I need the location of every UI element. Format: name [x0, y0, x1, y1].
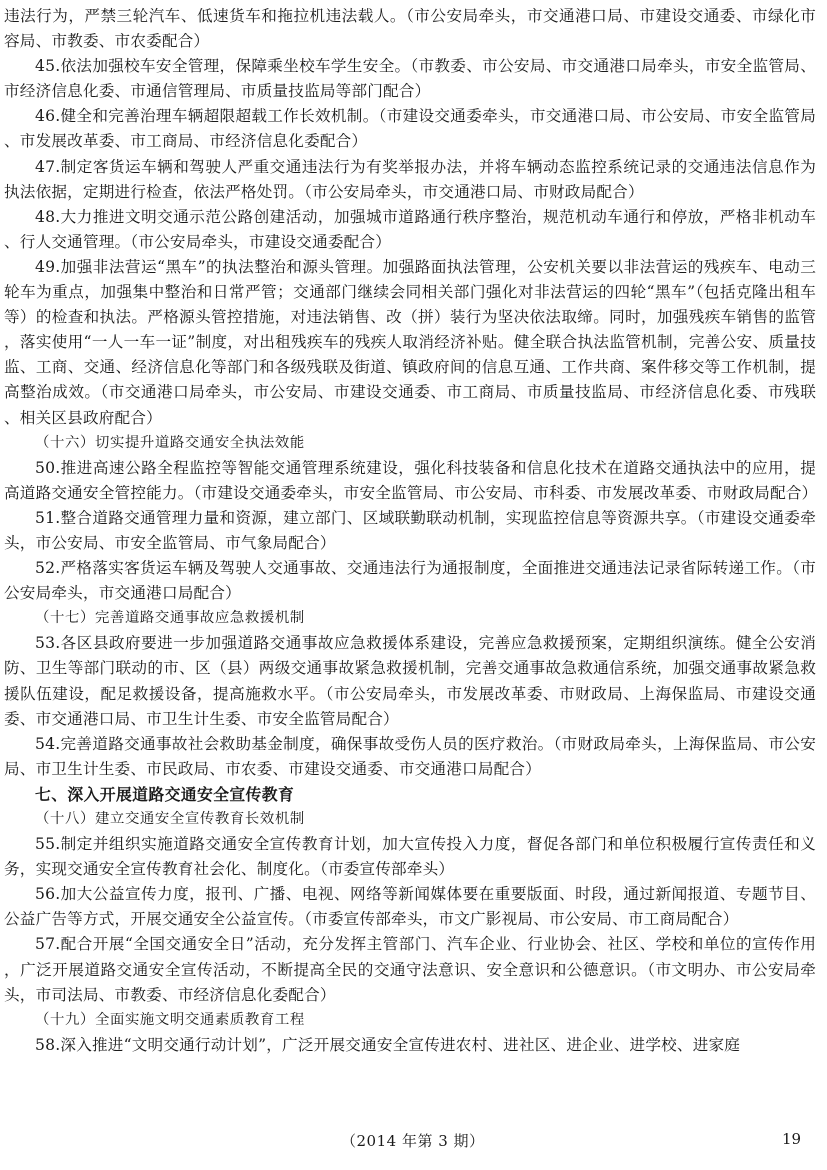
- item-55: 55.制定并组织实施道路交通安全宣传教育计划，加大宣传投入力度，督促各部门和单位积极履行宣传责任和义务，实现交通安全宣传教育社会化、制度化。（市委宣传部牵头）: [4, 835, 816, 879]
- item-49: 49.加强非法营运“黑车”的执法整治和源头管理。加强路面执法管理，公安机关要以非法营运的残疾车、电动三轮车为重点，加强集中整治和日常严管；交通部门继续会同相关部门强化对非法营运的四轮“黑车”（包括克隆出租车等）的检查和执法。严格源头管控措施，对违法销售、改（拼）装行为坚决依法取缔。同时，加强残疾车销售的监管，落实使用“一人一车一证”制度，对出租残疾车的残疾人取消经济补贴。健全联合执法监管机制，完善公安、质量技监、工商、交通、经济信息化等部门和各级残联及街道、镇政府间的信息互通、工作共商、案件移交等工作机制，提高整治成效。（市交通港口局牵头，市公安局、市建设交通委、市工商局、市质量技监局、市经济信息化委、市残联、相关区县政府配合）: [4, 257, 816, 427]
- item-57: 57.配合开展“全国交通安全日”活动，充分发挥主管部门、汽车企业、行业协会、社区、学校和单位的宣传作用，广泛开展道路交通安全宣传活动，不断提高全民的交通守法意识、安全意识和公德意识。（市文明办、市公安局牵头，市司法局、市教委、市经济信息化委配合）: [4, 935, 816, 1004]
- item-48: 48.大力推进文明交通示范公路创建活动，加强城市道路通行秩序整治，规范机动车通行和停放，严格非机动车、行人交通管理。（市公安局牵头，市建设交通委配合）: [4, 207, 816, 251]
- item-54: 54.完善道路交通事故社会救助基金制度，确保事故受伤人员的医疗救治。（市财政局牵头，上海保监局、市公安局、市卫生计生委、市民政局、市农委、市建设交通委、市交通港口局配合）: [4, 734, 816, 778]
- document-body: [4, 4, 816, 1058]
- page-footer: [0, 1130, 827, 1154]
- item-46: 46.健全和完善治理车辆超限超载工作长效机制。（市建设交通委牵头，市交通港口局、市公安局、市安全监管局、市发展改革委、市工商局、市经济信息化委配合）: [4, 107, 816, 151]
- section-heading-7: 七、深入开展道路交通安全宣传教育: [35, 784, 295, 804]
- page-number: 19: [782, 1130, 802, 1148]
- item-50: 50.推进高速公路全程监控等智能交通管理系统建设，强化科技装备和信息化技术在道路交通执法中的应用，提高道路交通安全管控能力。（市建设交通委牵头，市安全监管局、市公安局、市科委、市发展改革委、市财政局配合）: [4, 458, 818, 502]
- item-51: 51.整合道路交通管理力量和资源，建立部门、区域联勤联动机制，实现监控信息等资源共享。（市建设交通委牵头，市公安局、市安全监管局、市气象局配合）: [4, 508, 816, 552]
- item-53: 53.各区县政府要进一步加强道路交通事故应急救援体系建设，完善应急救援预案，定期组织演练。健全公安消防、卫生等部门联动的市、区（县）两级交通事故紧急救援机制，完善交通事故急救通信系统，加强交通事故紧急救援队伍建设，配足救援设备，提高施救水平。（市公安局牵头，市发展改革委、市财政局、上海保监局、市建设交通委、市交通港口局、市卫生计生委、市安全监管局配合）: [4, 634, 816, 728]
- subheading-17: （十七）完善道路交通事故应急救援机制: [35, 610, 305, 627]
- subheading-18: （十八）建立交通安全宣传教育长效机制: [35, 811, 305, 827]
- item-56: 56.加大公益宣传力度，报刊、广播、电视、网络等新闻媒体要在重要版面、时段，通过新闻报道、专题节目、公益广告等方式，开展交通安全公益宣传。（市委宣传部牵头，市文广影视局、市公安局、市工商局配合）: [4, 885, 816, 929]
- issue-label: （2014 年第 3 期）: [341, 1132, 485, 1150]
- item-47: 47.制定客货运车辆和驾驶人严重交通违法行为有奖举报办法，并将车辆动态监控系统记录的交通违法信息作为执法依据，定期进行检查，依法严格处罚。（市公安局牵头，市交通港口局、市财政局配合）: [4, 157, 816, 201]
- item-58: 58.深入推进“文明交通行动计划”，广泛开展交通安全宣传进农村、进社区、进企业、进学校、进家庭: [35, 1035, 741, 1054]
- item-45: 45.依法加强校车安全管理，保障乘坐校车学生安全。（市教委、市公安局、市交通港口局牵头，市安全监管局、市经济信息化委、市通信管理局、市质量技监局等部门配合）: [4, 57, 816, 101]
- item-52: 52.严格落实客货运车辆及驾驶人交通事故、交通违法行为通报制度，全面推进交通违法记录省际转递工作。（市公安局牵头，市交通港口局配合）: [4, 559, 816, 603]
- paragraph-continuation: 违法行为，严禁三轮汽车、低速货车和拖拉机违法载人。（市公安局牵头，市交通港口局、市建设交通委、市绿化市容局、市教委、市农委配合）: [4, 7, 816, 51]
- subheading-19: （十九）全面实施文明交通素质教育工程: [35, 1011, 305, 1028]
- subheading-16: （十六）切实提升道路交通安全执法效能: [35, 434, 305, 451]
